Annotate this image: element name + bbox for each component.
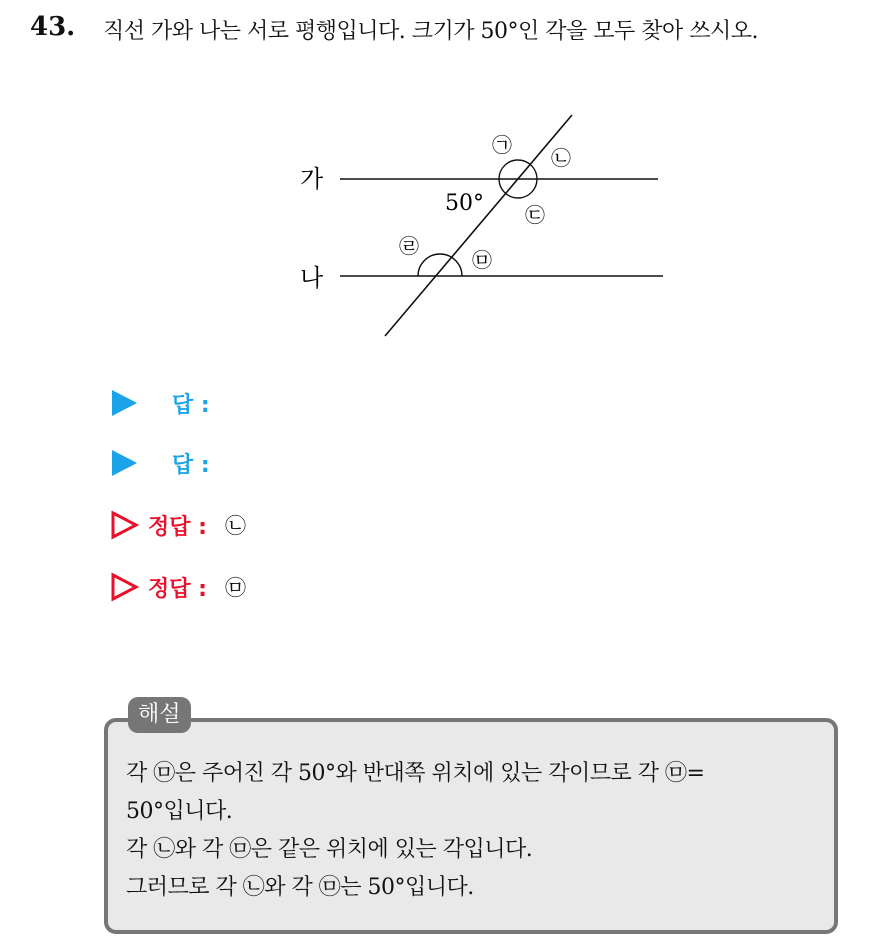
outline-triangle-icon [110,510,140,540]
correct-answer-label: 정답 : [148,576,207,602]
explanation-tag: 해설 [128,697,191,733]
question-number: 43. [30,12,76,42]
angle-arc-lower [418,254,462,276]
explanation-line-4: 그러므로 각 ㉡와 각 ㉤는 50°입니다. [126,875,474,900]
correct-answer-row-2 [110,569,246,605]
line-label-na: 나 [300,264,324,292]
angle-label-giyeok: ㉠ [492,133,512,157]
filled-triangle-icon [110,388,140,418]
line-label-ga: 가 [300,165,324,193]
angle-label-mieum: ㉤ [472,248,492,272]
answer-label: 답 : [172,452,210,478]
answer-row-1 [110,385,228,421]
angle-label-rieul: ㉣ [399,234,419,258]
given-angle-label: 50° [445,191,484,216]
explanation-line-2: 50°입니다. [126,799,233,824]
filled-triangle-icon [110,448,140,478]
angle-label-nieun: ㉡ [551,146,571,170]
outline-triangle-icon [110,572,140,602]
parallel-lines-figure [0,0,884,400]
explanation-line-3: 각 ㉡와 각 ㉤은 같은 위치에 있는 각입니다. [126,837,533,862]
question-text: 직선 가와 나는 서로 평행입니다. 크기가 50°인 각을 모두 찾아 쓰시오. [103,19,758,44]
correct-answer-label: 정답 : [148,514,207,540]
answer-row-2 [110,445,228,481]
correct-answer-value: ㉡ [224,514,246,538]
correct-answer-row-1 [110,507,246,543]
explanation-line-1: 각 ㉤은 주어진 각 50°와 반대쪽 위치에 있는 각이므로 각 ㉤= [126,761,705,786]
answer-label: 답 : [172,392,210,418]
correct-answer-value: ㉤ [224,576,246,600]
angle-label-digeut: ㉢ [525,203,545,227]
